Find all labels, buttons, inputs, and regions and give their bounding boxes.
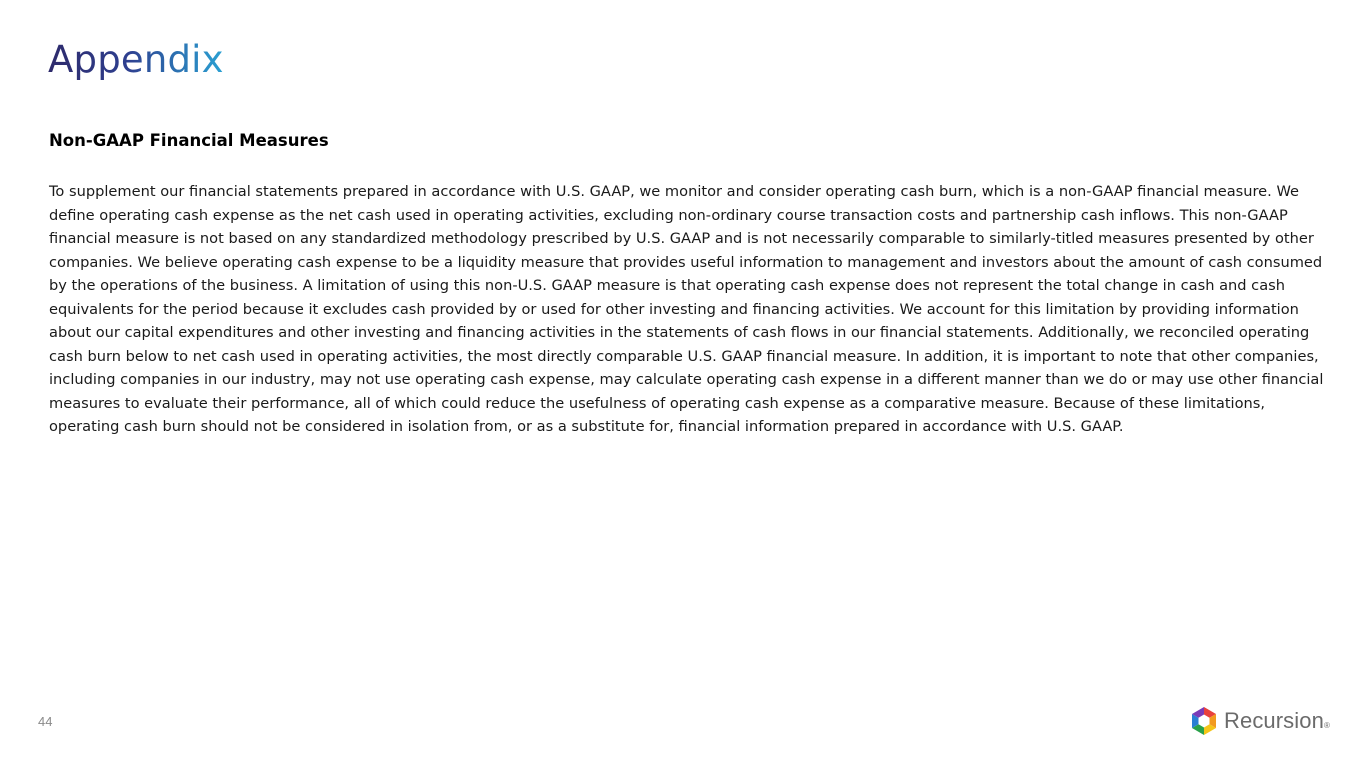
body-paragraph: To supplement our financial statements prepared in accordance with U.S. GAAP, we monitor and consider operating cash burn, which is a non-GAAP financial measure. We define operating cash expense as the net cash used in operating activities, excluding non-ordinary course transaction costs and partnership cash inflows. This non-GAAP financial measure is not based on any standardized methodology prescribed by U.S. GAAP and is not necessarily comparable to similarly-titled measures presented by other companies. We believe operating cash expense to be a liquidity measure that provides useful information to management and investors about the amount of cash consumed by the operations of the business. A limitation of using this non-U.S. GAAP measure is that operating cash expense does not represent the total change in cash and cash equivalents for the period because it excludes cash provided by or used for other investing and financing activities. We account for this limitation by providing information about our capital expenditures and other investing and financing activities in the statements of cash flows in our financial statements. Additionally, we reconciled operating cash burn below to net cash used in operating activities, the most directly comparable U.S. GAAP financial measure. In addition, it is important to note that other companies, including companies in our industry, may not use operating cash expense, may calculate operating cash expense in a different manner than we do or may use other financial measures to evaluate their performance, all of which could reduce the usefulness of operating cash expense as a comparative measure. Because of these limitations, operating cash burn should not be considered in isolation from, or as a substitute for, financial information prepared in accordance with U.S. GAAP. bbox=[49, 183, 1324, 435]
section-heading: Non-GAAP Financial Measures bbox=[49, 131, 329, 150]
recursion-hexagon-logo-icon bbox=[1190, 706, 1218, 736]
registered-mark: ® bbox=[1323, 721, 1330, 730]
page-title: Appendix bbox=[48, 38, 224, 81]
logo-wordmark: Recursion bbox=[1224, 708, 1324, 733]
recursion-logo bbox=[1190, 706, 1330, 736]
page-number: 44 bbox=[38, 714, 53, 729]
